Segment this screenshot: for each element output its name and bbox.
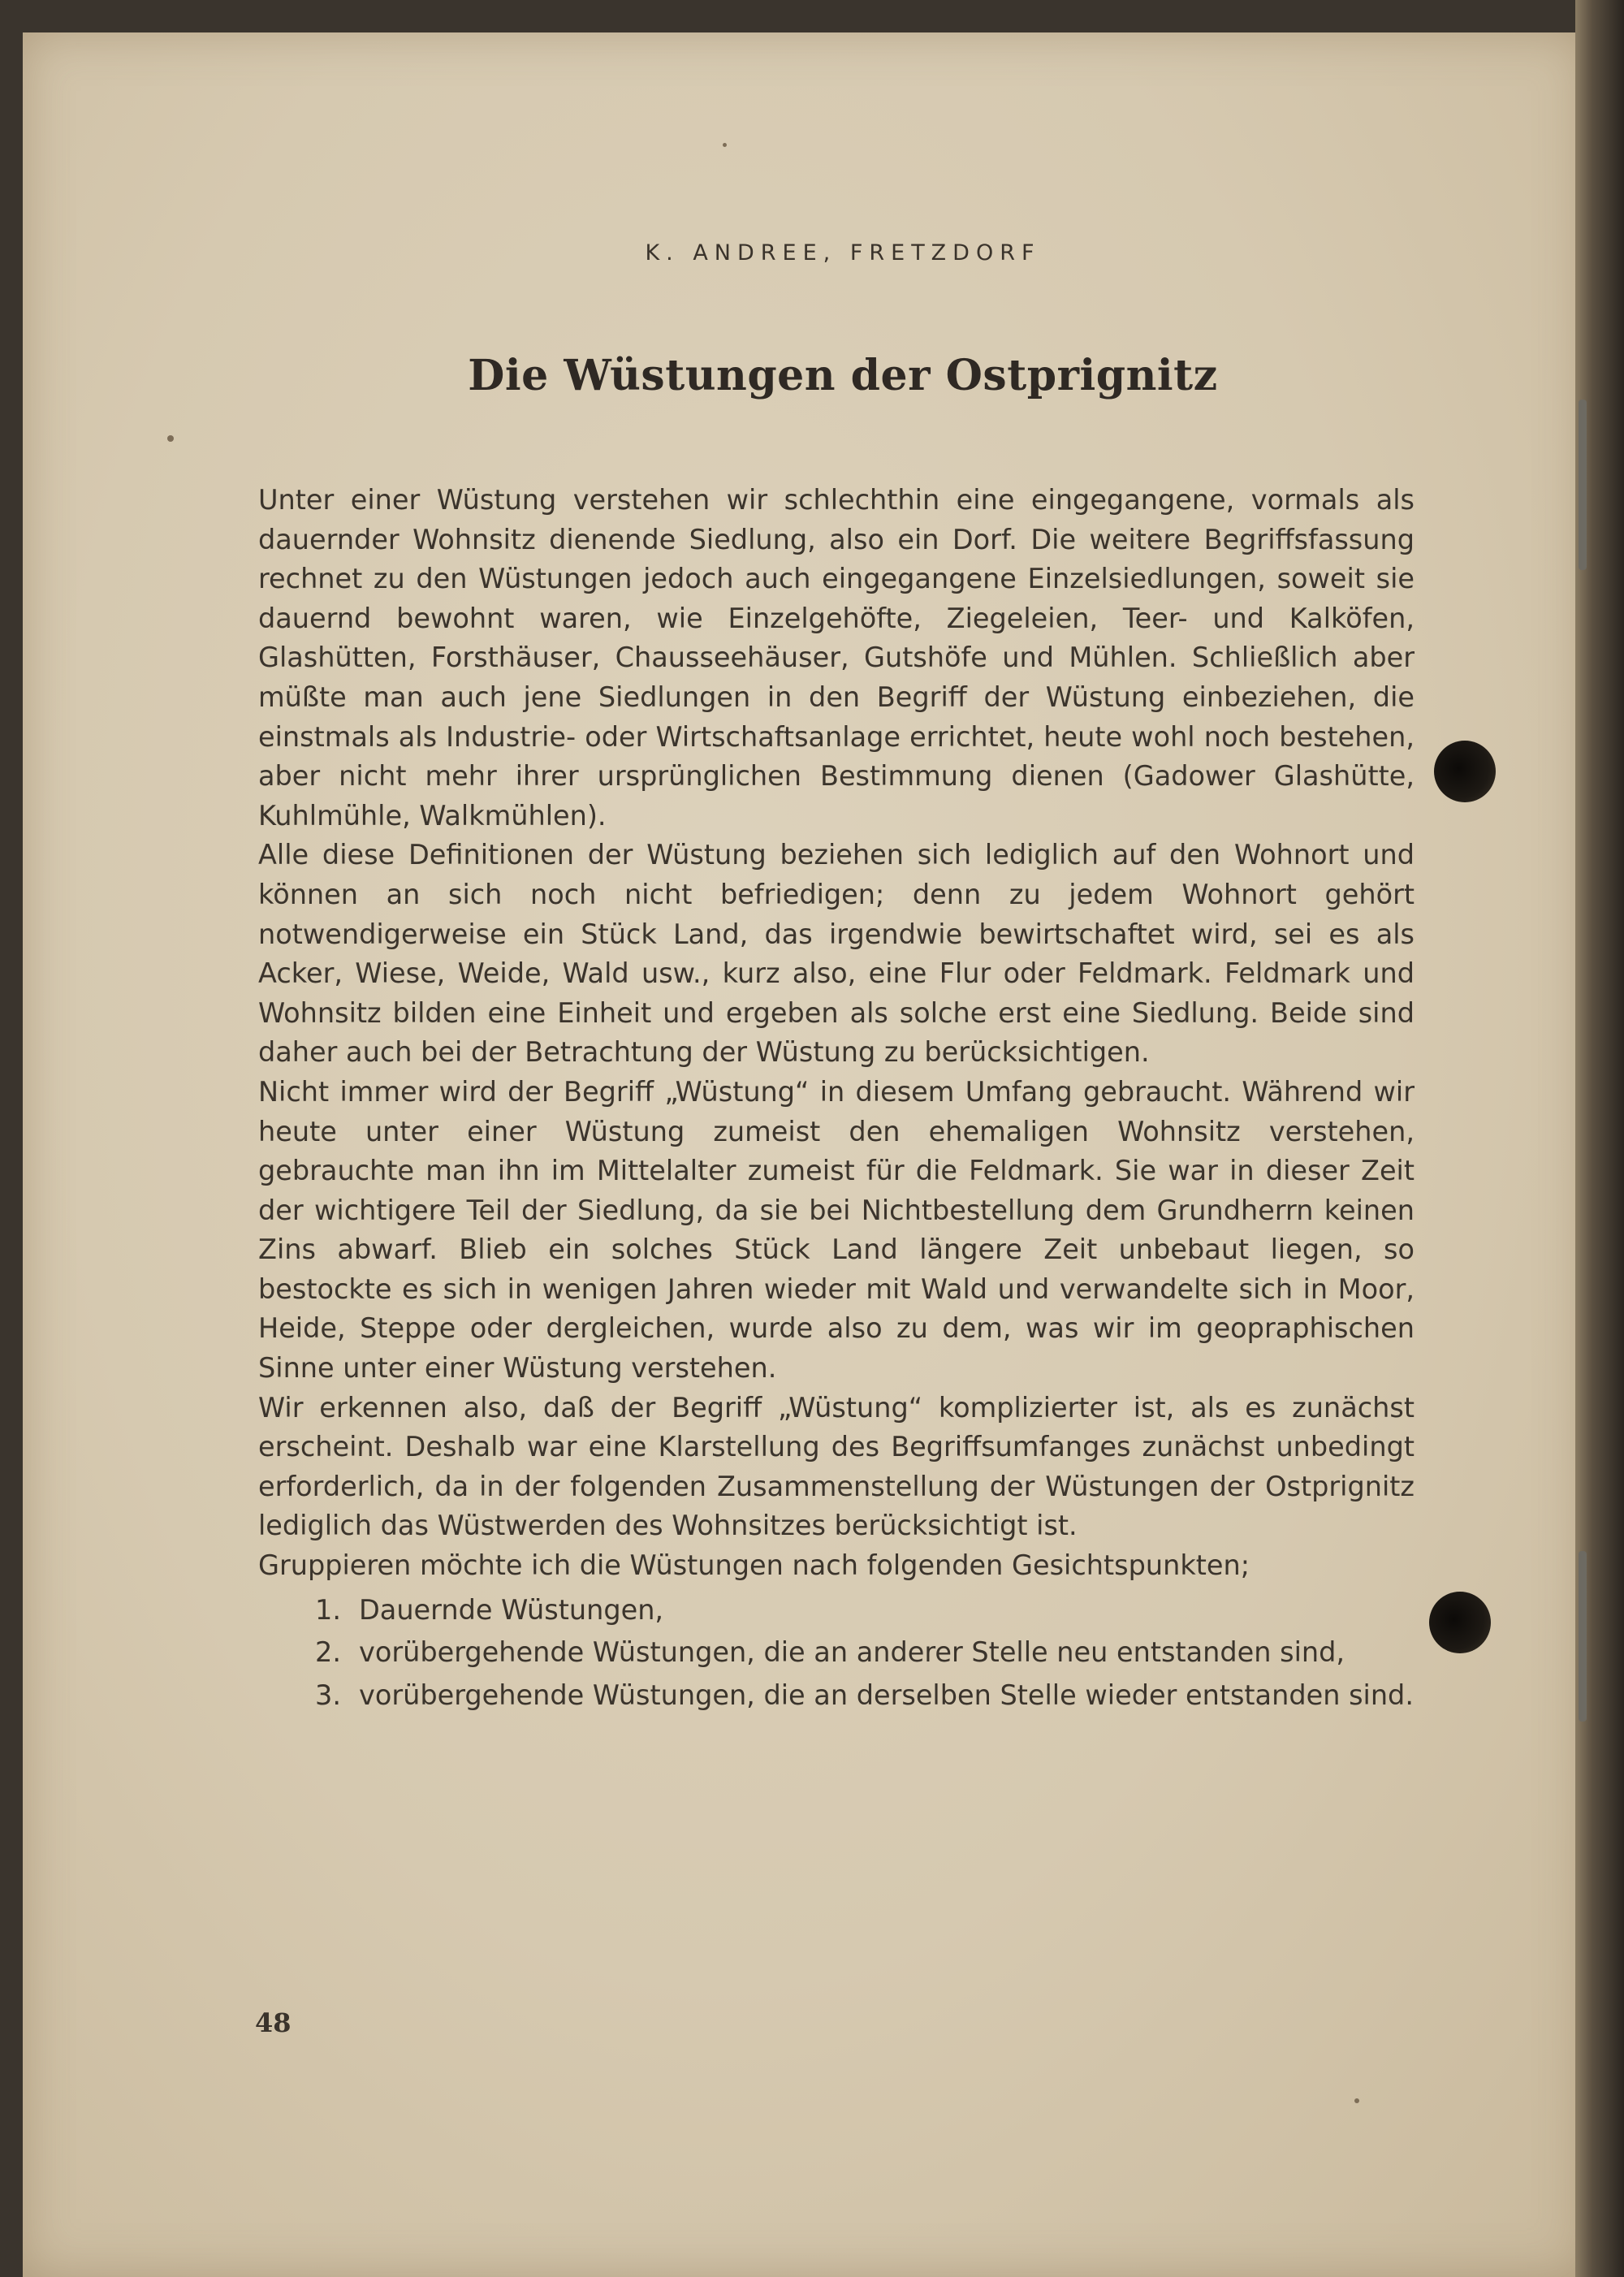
paper-speck bbox=[1354, 2098, 1359, 2103]
punch-hole-top bbox=[1434, 741, 1496, 802]
punch-hole-bottom bbox=[1429, 1592, 1491, 1653]
paragraph-definition: Unter einer Wüstung verstehen wir schlechthin eine eingegangene, vormals als dauernder Wohnsitz dienende Siedlung, also ein Dorf. Die weitere Begriffsfassung rechnet zu den Wüstungen jedoch auch eingegangene Einzelsiedlungen, soweit sie dauernd bewohnt waren, wie Einzelgehöfte, Ziegeleien, Teer- und Kalköfen, Glashütten, Forsthäuser, Chausseehäuser, Gutshöfe und Mühlen. Schließlich aber müßte man auch jene Siedlungen in den Begriff der Wüstung einbeziehen, die einstmals als Industrie- oder Wirtschaftsanlage errichtet, heute wohl noch bestehen, aber nicht mehr ihrer ursprünglichen Bestimmung dienen (Gadower Glashütte, Kuhlmühle, Walkmühlen). bbox=[258, 484, 1415, 832]
list-item-text: vorübergehende Wüstungen, die an anderer Stelle neu entstanden sind, bbox=[359, 1636, 1345, 1669]
list-item bbox=[258, 1633, 1415, 1673]
paragraph-clarification: Wir erkennen also, daß der Begriff „Wüstung“ komplizierter ist, als es zunächst erscheint. Deshalb war eine Klarstellung des Begriffsumfanges zunächst unbedingt erforderlich, da in der folgenden Zusammenstellung der Wüstungen der Ostprignitz lediglich das Wüstwerden des Wohnsitzes berücksichtigt ist. bbox=[258, 1391, 1415, 1542]
list-item-number: 2. bbox=[315, 1636, 341, 1669]
list-item-number: 3. bbox=[315, 1679, 341, 1711]
paragraph-grouping: Gruppieren möchte ich die Wüstungen nach folgenden Gesichtspunkten; bbox=[258, 1549, 1250, 1582]
list-item bbox=[258, 1676, 1415, 1716]
paragraph-usage: Nicht immer wird der Begriff „Wüstung“ in diesem Umfang gebraucht. Während wir heute unter einer Wüstung zumeist den ehemaligen Wohnsitz verstehen, gebrauchte man ihn im Mittelalter zumeist für die Feldmark. Sie war in dieser Zeit der wichtigere Teil der Siedlung, da sie bei Nichtbestellung dem Grundherrn keinen Zins abwarf. Blieb ein solches Stück Land längere Zeit unbebaut liegen, so bestockte es sich in wenigen Jahren wieder mit Wald und verwandelte sich in Moor, Heide, Steppe oder dergleichen, wurde also zu dem, was wir im geopraphischen Sinne unter einer Wüstung verstehen. bbox=[258, 1075, 1415, 1385]
list-item bbox=[258, 1591, 1415, 1631]
list-item-text: Dauernde Wüstungen, bbox=[359, 1593, 664, 1626]
page-number: 48 bbox=[255, 2007, 292, 2038]
paper-speck bbox=[167, 435, 174, 442]
article-body bbox=[258, 481, 1415, 1718]
list-item-number: 1. bbox=[315, 1593, 341, 1626]
book-spine bbox=[1575, 0, 1624, 2277]
list-item-text: vorübergehende Wüstungen, die an derselben Stelle wieder entstanden sind. bbox=[359, 1679, 1414, 1711]
article-title: Die Wüstungen der Ostprignitz bbox=[468, 351, 1218, 400]
binding-staple-top bbox=[1579, 400, 1587, 570]
paper-speck bbox=[723, 143, 727, 147]
binding-staple-bottom bbox=[1579, 1551, 1587, 1722]
running-head: K. ANDREE, FRETZDORF bbox=[645, 240, 1041, 266]
paragraph-feldmark: Alle diese Definitionen der Wüstung beziehen sich lediglich auf den Wohnort und können an sich noch nicht befriedigen; denn zu jedem Wohnort gehört notwendigerweise ein Stück Land, das irgendwie bewirtschaftet wird, sei es als Acker, Wiese, Weide, Wald usw., kurz also, eine Flur oder Feldmark. Feldmark und Wohnsitz bilden eine Einheit und ergeben als solche erst eine Siedlung. Beide sind daher auch bei der Betrachtung der Wüstung zu berücksichtigen. bbox=[258, 839, 1415, 1069]
grouping-list bbox=[258, 1591, 1415, 1716]
